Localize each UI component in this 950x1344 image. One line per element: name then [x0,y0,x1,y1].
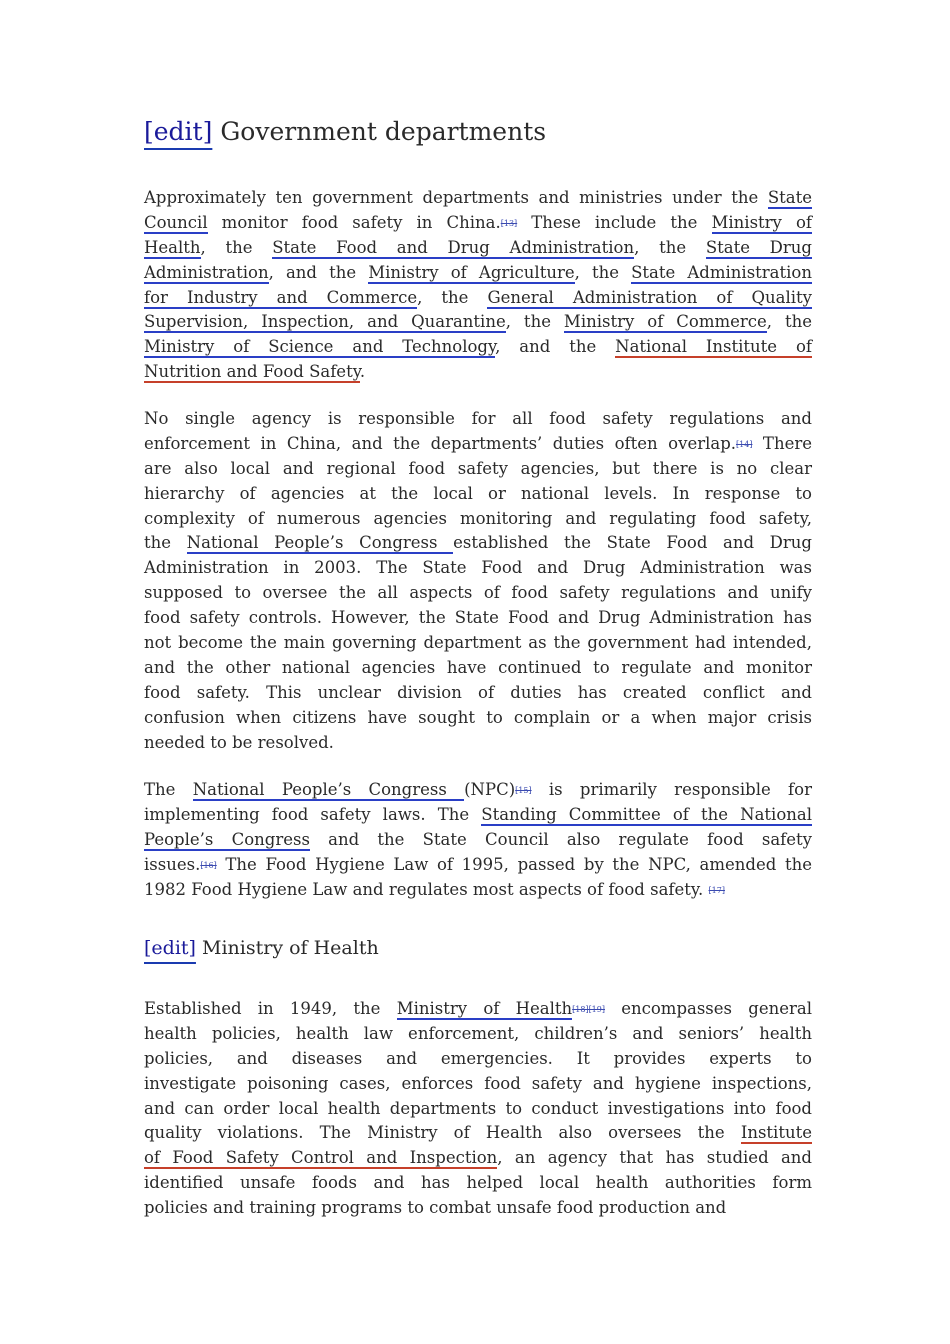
text: policies, and diseases and emergencies. It provides experts to [144,1048,812,1068]
text: , the [417,287,488,307]
text-line [144,360,812,385]
citation-ref[interactable]: [14] [736,439,753,449]
missing-article-link[interactable]: Nutrition and Food Safety [144,362,360,382]
text: 1982 Food Hygiene Law and regulates most aspects of food safety. [144,879,709,899]
section-heading-ministry-of-health [144,934,379,962]
wiki-link[interactable]: Ministry of [711,212,812,232]
text-line [144,531,812,556]
text: , the [200,237,273,257]
wiki-link[interactable]: Ministry of Science and Technology [144,337,496,357]
text-line [144,286,812,311]
text-line [144,186,812,211]
text-line [144,1196,812,1221]
text-line [144,432,812,457]
wiki-link[interactable]: General Administration of Quality [487,287,812,307]
text: needed to be resolved. [144,732,334,752]
text: , and the [268,262,369,282]
text: . [359,362,366,382]
text: (NPC) [464,780,516,799]
edit-link[interactable]: [edit] [144,937,196,959]
text: investigate poisoning cases, enforces food safety and hygiene inspections, [144,1073,812,1093]
section-title: Ministry of Health [202,937,379,959]
text-line [144,853,812,878]
text: issues. [144,854,201,874]
text-line [144,482,812,507]
text: No single agency is responsible for all food safety regulations and [144,409,812,428]
text-line [144,656,812,681]
text-line [144,1146,812,1171]
text: Approximately ten government departments and ministries under the [144,188,768,207]
text: , an agency that has studied and [497,1148,812,1168]
wiki-link[interactable]: Ministry of Commerce [563,312,767,332]
text-line [144,731,812,756]
text: confusion when citizens have sought to complain or a when major crisis [144,707,812,727]
wiki-link[interactable]: State Administration [631,262,812,282]
text: food safety controls. However, the State Food and Drug Administration has [144,608,812,628]
text: quality violations. The Ministry of Health also oversees the [144,1123,741,1143]
paragraph [144,186,812,385]
citation-ref[interactable]: [16] [200,860,217,870]
text: There [752,433,812,453]
text: not become the main governing department as the government had intended, [144,633,812,653]
text-line [144,1047,812,1072]
wiki-link[interactable]: Administration [144,262,269,282]
wiki-link[interactable]: Health [144,237,201,257]
text: , the [505,312,564,332]
wiki-link[interactable]: Supervision, Inspection, and Quarantine [144,312,506,332]
text-line [144,878,812,903]
text: health policies, health law enforcement, children’s and seniors’ health [144,1023,812,1043]
text: , the [574,262,632,282]
text-line [144,631,812,656]
text-line [144,407,812,432]
text: policies and training programs to combat unsafe food production and [144,1198,727,1218]
text: the [144,533,187,553]
text-line [144,261,812,286]
text: These include the [517,212,712,232]
citation-ref[interactable]: [17] [708,885,725,895]
wiki-link[interactable]: National People’s Congress [186,533,454,553]
text: identified unsafe foods and has helped local health authorities form [144,1173,812,1193]
edit-link[interactable]: [edit] [144,117,213,146]
text: , the [766,312,813,332]
text-line [144,236,812,261]
text-line [144,211,812,236]
text-line [144,1072,812,1097]
text: monitor food safety in China. [207,212,501,232]
section-heading-government-departments [144,116,546,148]
text: and the State Council also regulate food safety [309,829,812,849]
text: are also local and regional food safety agencies, but there is no clear [144,458,812,478]
missing-article-link[interactable]: Institute [740,1123,812,1143]
text: is primarily responsible for [531,780,812,799]
text-line [144,606,812,631]
text: The Food Hygiene Law of 1995, passed by the NPC, amended the [216,854,812,874]
paragraph [144,997,812,1221]
text-line [144,556,812,581]
text: supposed to oversee the all aspects of food safety regulations and unify [144,583,812,603]
wiki-link[interactable]: State Food and Drug Administration [272,237,635,257]
text-line [144,706,812,731]
text-line [144,1022,812,1047]
wiki-link[interactable]: Standing Committee of the National [481,804,812,824]
text-line [144,335,812,360]
paragraph [144,778,812,902]
wiki-link[interactable]: State [767,188,812,207]
citation-ref[interactable]: [15] [515,786,532,795]
text: implementing food safety laws. The [144,804,482,824]
text: complexity of numerous agencies monitoring and regulating food safety, [144,508,812,528]
text: and can order local health departments to conduct investigations into food [144,1098,812,1118]
text-line [144,1097,812,1122]
text-line [144,997,812,1022]
missing-article-link[interactable]: of Food Safety Control and Inspection [144,1148,498,1168]
citation-ref[interactable]: [13] [500,218,518,228]
citation-ref[interactable]: [18][19] [572,1005,605,1014]
text-line [144,1121,812,1146]
text: and the other national agencies have continued to regulate and monitor [144,657,812,677]
text: , the [634,237,706,257]
text-line [144,803,812,828]
wiki-link[interactable]: Council [144,212,208,232]
text-line [144,457,812,482]
wiki-link[interactable]: for Industry and Commerce [144,287,418,307]
paragraph [144,407,812,755]
text-line [144,310,812,335]
text: encompasses general [604,999,812,1018]
text: enforcement in China, and the departments’ duties often overlap. [144,433,737,453]
wiki-link[interactable]: Ministry of Health [396,999,573,1018]
text-line [144,828,812,853]
wiki-link[interactable]: State Drug [705,237,812,257]
text: hierarchy of agencies at the local or national levels. In response to [144,483,812,503]
text-line [144,778,812,803]
text-line [144,581,812,606]
text: established the State Food and Drug [453,533,812,553]
text-line [144,507,812,532]
text: , and the [495,337,616,357]
text: food safety. This unclear division of duties has created conflict and [144,682,812,702]
text-line [144,1171,812,1196]
text: Established in 1949, the [144,999,397,1018]
wiki-link[interactable]: Ministry of Agriculture [368,262,575,282]
text: The [144,780,193,799]
wiki-link[interactable]: National People’s Congress [192,780,465,799]
text: Administration in 2003. The State Food and Drug Administration was [144,558,812,578]
section-title: Government departments [220,117,547,146]
text-line [144,681,812,706]
missing-article-link[interactable]: National Institute of [615,337,813,357]
wiki-link[interactable]: People’s Congress [144,829,310,849]
